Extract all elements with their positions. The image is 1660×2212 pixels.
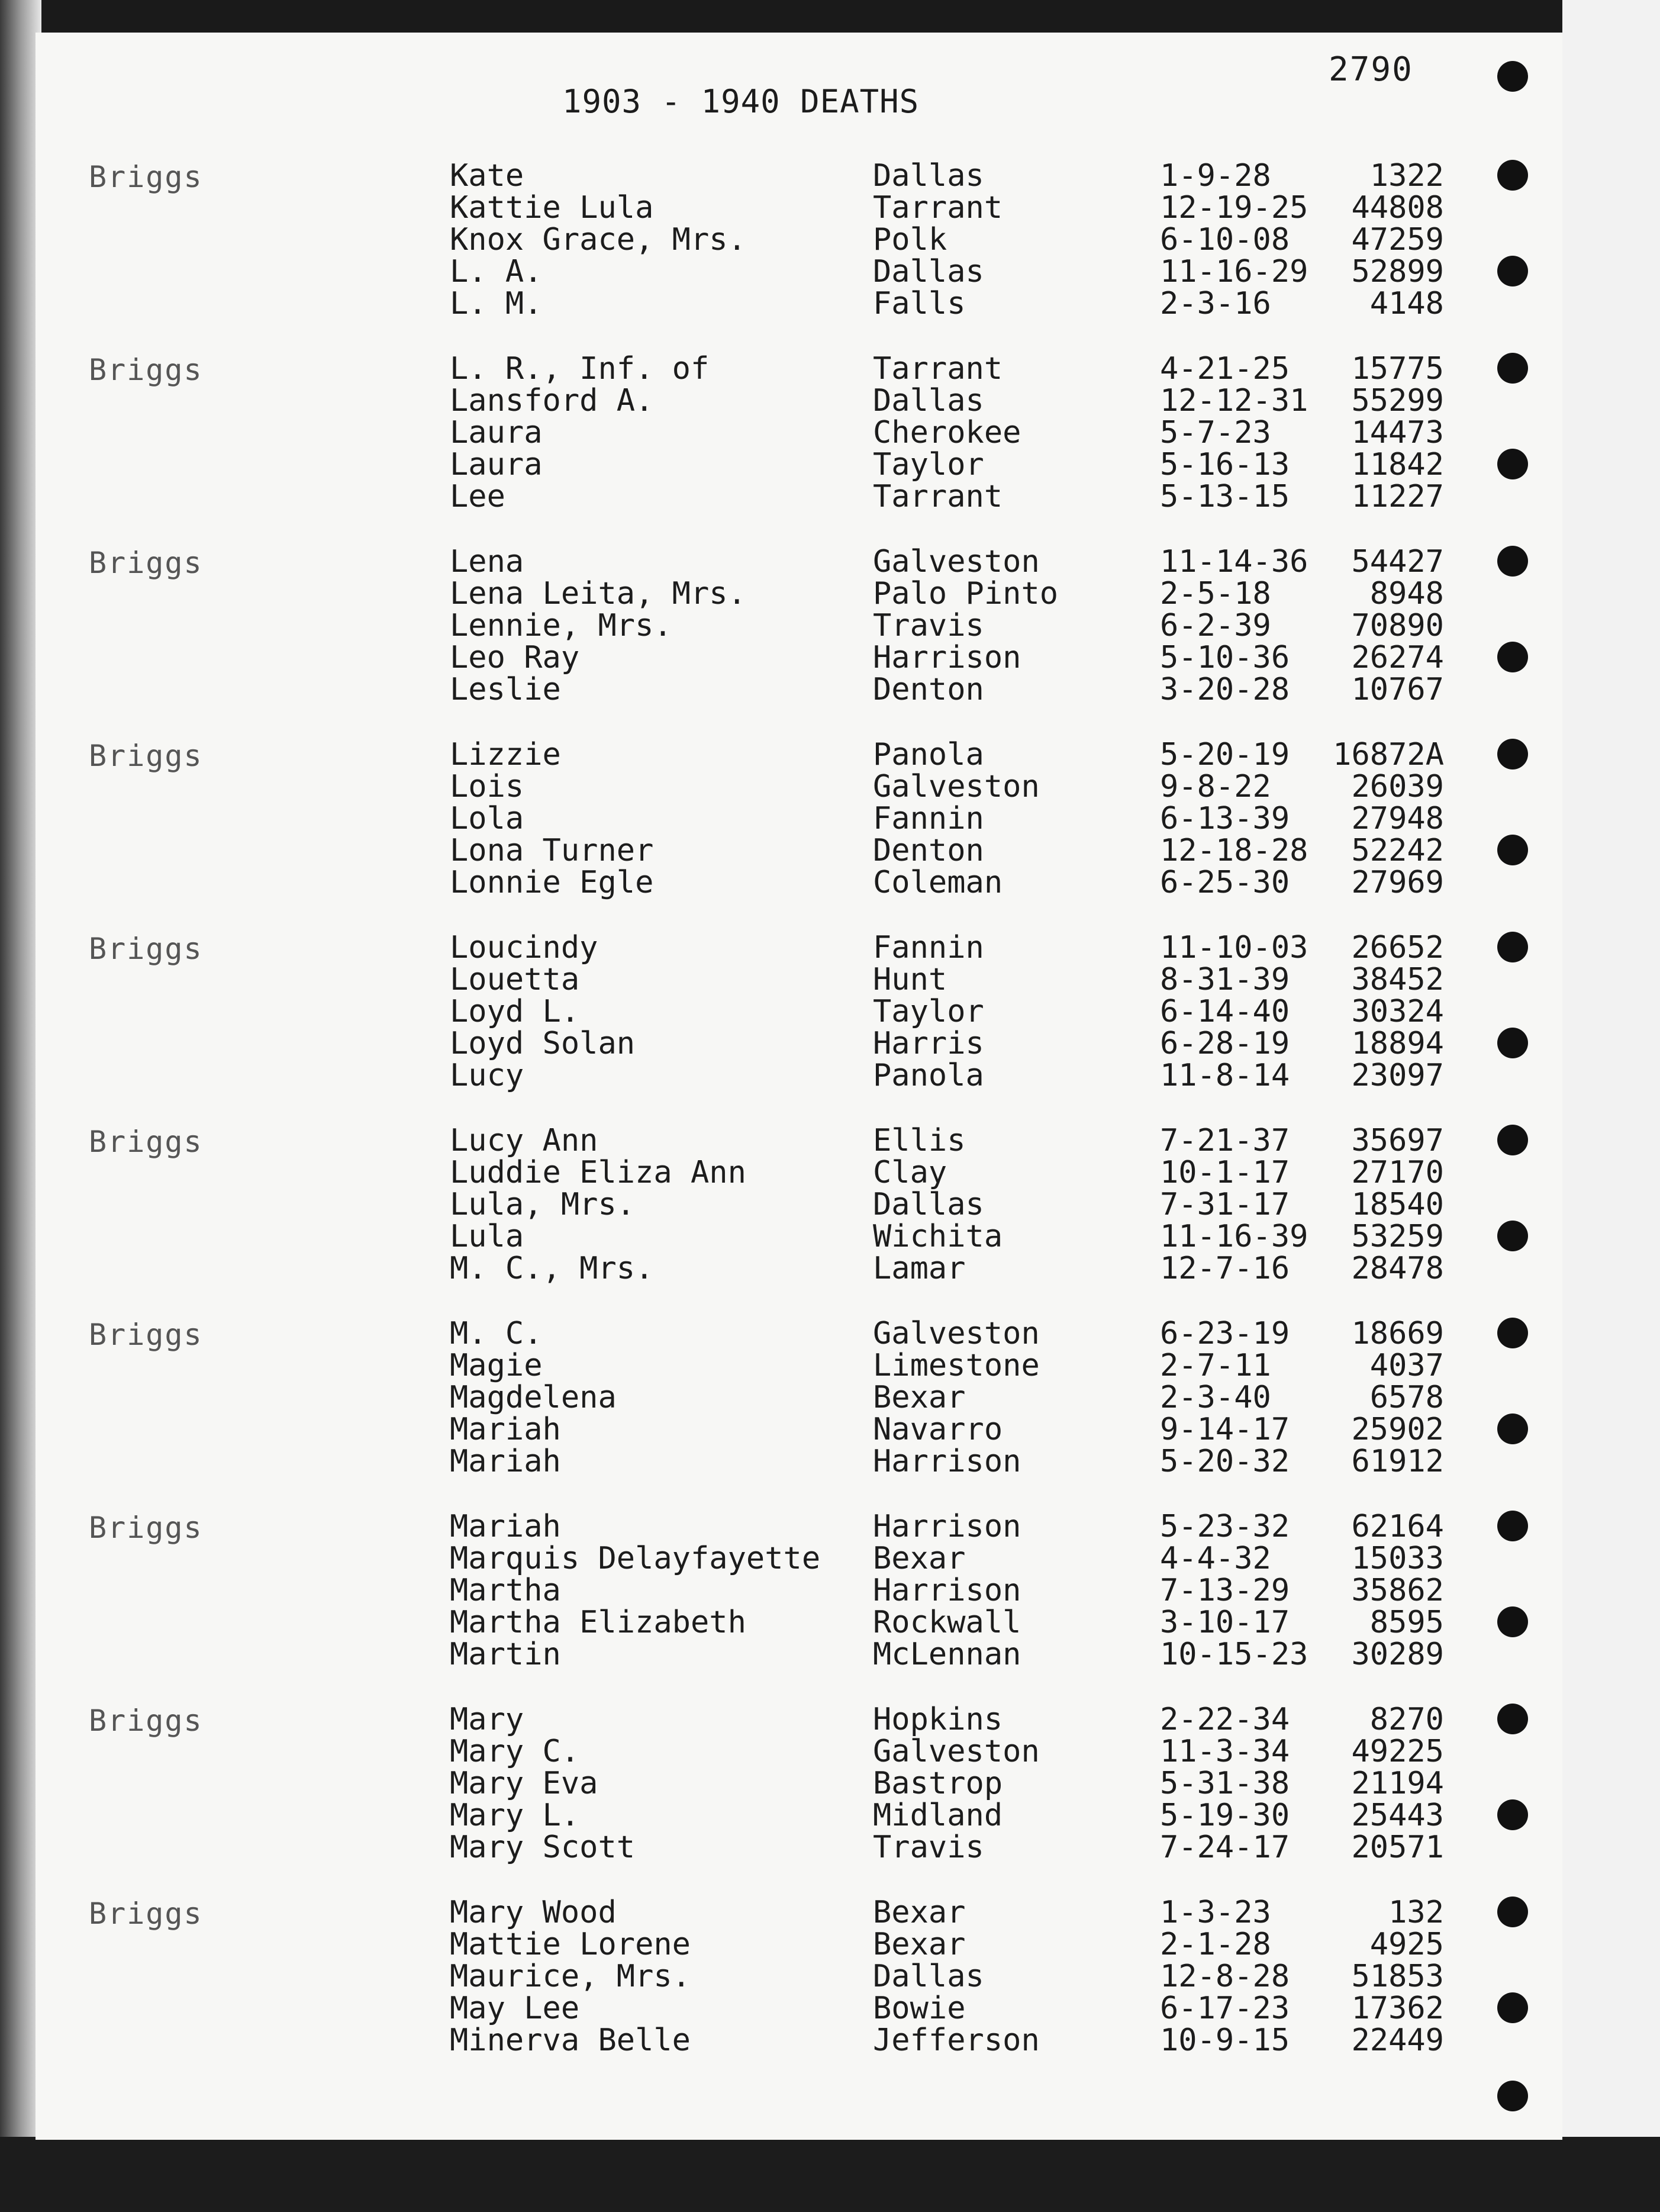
record-row [36, 1125, 1562, 1157]
given-name: Loyd Solan [450, 1026, 636, 1061]
certificate-number: 30289 [1351, 1637, 1444, 1672]
given-name: Lucy Ann [450, 1123, 598, 1158]
county: Clay [873, 1155, 947, 1190]
surname: Briggs [89, 1318, 203, 1352]
certificate-number: 4037 [1369, 1348, 1444, 1383]
punch-hole [1497, 61, 1528, 92]
given-name: Lennie, Mrs. [450, 608, 672, 643]
death-date: 6-28-19 [1160, 1026, 1290, 1061]
death-date: 5-13-15 [1160, 479, 1290, 514]
record-row [36, 385, 1562, 417]
record-row [36, 1928, 1562, 1960]
record-row [36, 1414, 1562, 1445]
given-name: Lansford A. [450, 383, 654, 418]
given-name: Martha [450, 1573, 561, 1608]
certificate-number: 8270 [1369, 1702, 1444, 1737]
punch-hole [1497, 739, 1528, 769]
certificate-number: 4148 [1369, 286, 1444, 321]
scan-edge-bottom [0, 2137, 1660, 2212]
death-date: 9-8-22 [1160, 769, 1271, 804]
certificate-number: 18894 [1351, 1026, 1444, 1061]
punch-hole [1497, 1704, 1528, 1734]
record-row [36, 417, 1562, 449]
given-name: Lola [450, 801, 524, 836]
county: Dallas [873, 254, 984, 289]
death-date: 11-16-29 [1160, 254, 1308, 289]
punch-hole [1497, 642, 1528, 672]
county: Palo Pinto [873, 576, 1059, 611]
given-name: Kattie Lula [450, 190, 654, 226]
certificate-number: 18669 [1351, 1316, 1444, 1351]
punch-hole [1497, 2081, 1528, 2111]
death-date: 5-7-23 [1160, 415, 1271, 450]
record-row [36, 1992, 1562, 2024]
punch-hole [1497, 353, 1528, 384]
county: Taylor [873, 447, 984, 482]
surname: Briggs [89, 1125, 203, 1159]
death-date: 6-25-30 [1160, 865, 1290, 900]
county: Fannin [873, 801, 984, 836]
death-date: 4-4-32 [1160, 1541, 1271, 1576]
county: Bexar [873, 1541, 966, 1576]
certificate-number: 8948 [1369, 576, 1444, 611]
death-date: 3-20-28 [1160, 672, 1290, 707]
given-name: Loyd L. [450, 994, 580, 1029]
certificate-number: 53259 [1351, 1219, 1444, 1254]
certificate-number: 26274 [1351, 640, 1444, 675]
county: Lamar [873, 1251, 966, 1286]
record-row [36, 835, 1562, 867]
certificate-number: 15775 [1351, 351, 1444, 387]
death-date: 5-31-38 [1160, 1766, 1290, 1801]
certificate-number: 49225 [1351, 1734, 1444, 1769]
given-name: Lee [450, 479, 505, 514]
record-row [36, 1575, 1562, 1606]
surname: Briggs [89, 353, 203, 387]
given-name: Mariah [450, 1509, 561, 1544]
record-row [36, 1831, 1562, 1863]
given-name: Lois [450, 769, 524, 804]
record-row [36, 867, 1562, 899]
punch-hole [1497, 449, 1528, 479]
death-date: 2-1-28 [1160, 1927, 1271, 1962]
document-page [36, 33, 1562, 2140]
surname: Briggs [89, 1897, 203, 1931]
given-name: Marquis Delayfayette [450, 1541, 821, 1576]
record-row [36, 674, 1562, 706]
death-date: 8-31-39 [1160, 962, 1290, 997]
county: Galveston [873, 769, 1040, 804]
county: Denton [873, 833, 984, 868]
death-date: 2-3-16 [1160, 286, 1271, 321]
record-row [36, 1157, 1562, 1189]
record-row [36, 546, 1562, 578]
certificate-number: 25443 [1351, 1798, 1444, 1833]
county: Harrison [873, 1444, 1021, 1479]
surname: Briggs [89, 1511, 203, 1545]
given-name: Mary L. [450, 1798, 580, 1833]
county: Galveston [873, 1734, 1040, 1769]
certificate-number: 18540 [1351, 1187, 1444, 1222]
certificate-number: 35862 [1351, 1573, 1444, 1608]
record-row [36, 642, 1562, 674]
county: Falls [873, 286, 966, 321]
certificate-number: 44808 [1351, 190, 1444, 226]
given-name: M. C. [450, 1316, 543, 1351]
record-row [36, 1543, 1562, 1575]
given-name: M. C., Mrs. [450, 1251, 654, 1286]
given-name: Lucy [450, 1058, 524, 1093]
record-row [36, 160, 1562, 192]
certificate-number: 4925 [1369, 1927, 1444, 1962]
punch-hole [1497, 1028, 1528, 1058]
record-row [36, 1221, 1562, 1252]
county: Bowie [873, 1991, 966, 2026]
county: Cherokee [873, 415, 1021, 450]
punch-hole [1497, 835, 1528, 865]
given-name: Lula [450, 1219, 524, 1254]
given-name: Mary Scott [450, 1830, 636, 1865]
given-name: Lizzie [450, 737, 561, 772]
record-row [36, 449, 1562, 481]
given-name: Mary C. [450, 1734, 580, 1769]
given-name: Minerva Belle [450, 2023, 691, 2058]
record-row [36, 1511, 1562, 1543]
death-date: 5-10-36 [1160, 640, 1290, 675]
death-date: 6-13-39 [1160, 801, 1290, 836]
record-row [36, 1028, 1562, 1060]
certificate-number: 54427 [1351, 544, 1444, 579]
death-date: 10-1-17 [1160, 1155, 1290, 1190]
given-name: Magie [450, 1348, 543, 1383]
death-date: 5-23-32 [1160, 1509, 1290, 1544]
death-date: 10-9-15 [1160, 2023, 1290, 2058]
punch-hole [1497, 1606, 1528, 1637]
record-row [36, 256, 1562, 288]
county: Wichita [873, 1219, 1003, 1254]
certificate-number: 22449 [1351, 2023, 1444, 2058]
record-row [36, 1897, 1562, 1928]
county: Tarrant [873, 479, 1003, 514]
certificate-number: 62164 [1351, 1509, 1444, 1544]
death-date: 1-3-23 [1160, 1895, 1271, 1930]
given-name: Knox Grace, Mrs. [450, 222, 746, 257]
county: Polk [873, 222, 947, 257]
punch-hole [1497, 1799, 1528, 1830]
county: Jefferson [873, 2023, 1040, 2058]
county: Harrison [873, 640, 1021, 675]
county: Galveston [873, 1316, 1040, 1351]
certificate-number: 6578 [1369, 1380, 1444, 1415]
county: Bexar [873, 1895, 966, 1930]
county: Dallas [873, 1959, 984, 1994]
certificate-number: 35697 [1351, 1123, 1444, 1158]
county: Fannin [873, 930, 984, 965]
record-row [36, 1318, 1562, 1350]
certificate-number: 16872A [1333, 737, 1444, 772]
death-date: 12-7-16 [1160, 1251, 1290, 1286]
county: Rockwall [873, 1605, 1021, 1640]
county: Dallas [873, 158, 984, 194]
record-row [36, 578, 1562, 610]
county: Harrison [873, 1573, 1021, 1608]
given-name: Leo Ray [450, 640, 580, 675]
record-row [36, 803, 1562, 835]
county: Ellis [873, 1123, 966, 1158]
given-name: L. A. [450, 254, 543, 289]
punch-hole [1497, 1511, 1528, 1541]
surname: Briggs [89, 739, 203, 773]
death-date: 6-17-23 [1160, 1991, 1290, 2026]
county: Galveston [873, 544, 1040, 579]
record-row [36, 1767, 1562, 1799]
given-name: Martin [450, 1637, 561, 1672]
page-number: 2790 [1329, 50, 1413, 89]
death-date: 9-14-17 [1160, 1412, 1290, 1447]
record-row [36, 192, 1562, 224]
death-date: 12-8-28 [1160, 1959, 1290, 1994]
given-name: Mariah [450, 1412, 561, 1447]
record-row [36, 1350, 1562, 1382]
county: Navarro [873, 1412, 1003, 1447]
county: Travis [873, 1830, 984, 1865]
given-name: Loucindy [450, 930, 598, 965]
given-name: Mary [450, 1702, 524, 1737]
given-name: Louetta [450, 962, 580, 997]
death-date: 12-18-28 [1160, 833, 1308, 868]
record-row [36, 1382, 1562, 1414]
death-date: 2-5-18 [1160, 576, 1271, 611]
death-date: 3-10-17 [1160, 1605, 1290, 1640]
punch-hole [1497, 1897, 1528, 1927]
county: Travis [873, 608, 984, 643]
death-date: 1-9-28 [1160, 158, 1271, 194]
certificate-number: 25902 [1351, 1412, 1444, 1447]
record-row [36, 353, 1562, 385]
certificate-number: 28478 [1351, 1251, 1444, 1286]
certificate-number: 132 [1388, 1895, 1444, 1930]
death-date: 11-10-03 [1160, 930, 1308, 965]
death-date: 12-12-31 [1160, 383, 1308, 418]
certificate-number: 27969 [1351, 865, 1444, 900]
death-date: 5-19-30 [1160, 1798, 1290, 1833]
punch-hole [1497, 932, 1528, 962]
death-date: 7-21-37 [1160, 1123, 1290, 1158]
county: Dallas [873, 1187, 984, 1222]
record-row [36, 2024, 1562, 2056]
certificate-number: 23097 [1351, 1058, 1444, 1093]
record-row [36, 1704, 1562, 1736]
punch-hole [1497, 256, 1528, 286]
death-date: 7-31-17 [1160, 1187, 1290, 1222]
county: Tarrant [873, 351, 1003, 387]
certificate-number: 1322 [1369, 158, 1444, 194]
county: Hunt [873, 962, 947, 997]
record-row [36, 964, 1562, 996]
scan-edge-top [0, 0, 1660, 36]
county: Midland [873, 1798, 1003, 1833]
death-date: 12-19-25 [1160, 190, 1308, 226]
death-date: 6-23-19 [1160, 1316, 1290, 1351]
death-date: 11-3-34 [1160, 1734, 1290, 1769]
punch-hole [1497, 546, 1528, 577]
given-name: Luddie Eliza Ann [450, 1155, 746, 1190]
surname: Briggs [89, 160, 203, 194]
certificate-number: 14473 [1351, 415, 1444, 450]
given-name: Mary Eva [450, 1766, 598, 1801]
record-row [36, 996, 1562, 1028]
record-row [36, 932, 1562, 964]
punch-hole [1497, 1125, 1528, 1155]
county: Bexar [873, 1380, 966, 1415]
record-row [36, 1189, 1562, 1221]
record-row [36, 1638, 1562, 1670]
death-date: 11-8-14 [1160, 1058, 1290, 1093]
certificate-number: 27170 [1351, 1155, 1444, 1190]
county: Panola [873, 1058, 984, 1093]
record-row [36, 481, 1562, 513]
record-row [36, 1252, 1562, 1284]
death-date: 5-20-32 [1160, 1444, 1290, 1479]
death-date: 7-13-29 [1160, 1573, 1290, 1608]
scan-edge-right [1562, 0, 1660, 2212]
record-row [36, 1736, 1562, 1767]
certificate-number: 21194 [1351, 1766, 1444, 1801]
county: McLennan [873, 1637, 1021, 1672]
certificate-number: 26652 [1351, 930, 1444, 965]
death-date: 4-21-25 [1160, 351, 1290, 387]
given-name: Lena Leita, Mrs. [450, 576, 746, 611]
punch-hole [1497, 1992, 1528, 2023]
certificate-number: 51853 [1351, 1959, 1444, 1994]
certificate-number: 26039 [1351, 769, 1444, 804]
certificate-number: 8595 [1369, 1605, 1444, 1640]
record-row [36, 1960, 1562, 1992]
county: Bastrop [873, 1766, 1003, 1801]
county: Coleman [873, 865, 1003, 900]
record-row [36, 610, 1562, 642]
given-name: Lonnie Egle [450, 865, 654, 900]
death-date: 6-14-40 [1160, 994, 1290, 1029]
death-date: 7-24-17 [1160, 1830, 1290, 1865]
death-date: 2-3-40 [1160, 1380, 1271, 1415]
certificate-number: 10767 [1351, 672, 1444, 707]
county: Harris [873, 1026, 984, 1061]
county: Panola [873, 737, 984, 772]
given-name: Laura [450, 447, 543, 482]
death-date: 10-15-23 [1160, 1637, 1308, 1672]
punch-hole [1497, 160, 1528, 191]
record-row [36, 1445, 1562, 1477]
certificate-number: 15033 [1351, 1541, 1444, 1576]
given-name: Lula, Mrs. [450, 1187, 636, 1222]
death-date: 11-16-39 [1160, 1219, 1308, 1254]
record-row [36, 288, 1562, 320]
death-date: 2-22-34 [1160, 1702, 1290, 1737]
death-date: 2-7-11 [1160, 1348, 1271, 1383]
certificate-number: 17362 [1351, 1991, 1444, 2026]
record-row [36, 1060, 1562, 1091]
county: Taylor [873, 994, 984, 1029]
surname: Briggs [89, 932, 203, 966]
certificate-number: 27948 [1351, 801, 1444, 836]
page-title: 1903 - 1940 DEATHS [562, 83, 920, 120]
given-name: Maurice, Mrs. [450, 1959, 691, 1994]
given-name: May Lee [450, 1991, 580, 2026]
given-name: Mattie Lorene [450, 1927, 691, 1962]
certificate-number: 52899 [1351, 254, 1444, 289]
county: Bexar [873, 1927, 966, 1962]
given-name: Laura [450, 415, 543, 450]
given-name: Leslie [450, 672, 561, 707]
record-row [36, 224, 1562, 256]
county: Dallas [873, 383, 984, 418]
certificate-number: 70890 [1351, 608, 1444, 643]
certificate-number: 30324 [1351, 994, 1444, 1029]
certificate-number: 47259 [1351, 222, 1444, 257]
given-name: L. M. [450, 286, 543, 321]
punch-hole [1497, 1414, 1528, 1444]
certificate-number: 61912 [1351, 1444, 1444, 1479]
punch-hole [1497, 1318, 1528, 1348]
county: Denton [873, 672, 984, 707]
death-date: 6-10-08 [1160, 222, 1290, 257]
county: Harrison [873, 1509, 1021, 1544]
record-row [36, 1606, 1562, 1638]
certificate-number: 52242 [1351, 833, 1444, 868]
record-row [36, 739, 1562, 771]
given-name: Kate [450, 158, 524, 194]
certificate-number: 55299 [1351, 383, 1444, 418]
given-name: Martha Elizabeth [450, 1605, 746, 1640]
given-name: Lona Turner [450, 833, 654, 868]
death-date: 11-14-36 [1160, 544, 1308, 579]
certificate-number: 20571 [1351, 1830, 1444, 1865]
county: Limestone [873, 1348, 1040, 1383]
given-name: Mariah [450, 1444, 561, 1479]
death-date: 5-16-13 [1160, 447, 1290, 482]
county: Hopkins [873, 1702, 1003, 1737]
record-row [36, 1799, 1562, 1831]
given-name: Lena [450, 544, 524, 579]
record-row [36, 771, 1562, 803]
punch-hole [1497, 1221, 1528, 1251]
certificate-number: 11842 [1351, 447, 1444, 482]
given-name: Mary Wood [450, 1895, 617, 1930]
county: Tarrant [873, 190, 1003, 226]
certificate-number: 38452 [1351, 962, 1444, 997]
surname: Briggs [89, 1704, 203, 1738]
death-date: 5-20-19 [1160, 737, 1290, 772]
death-date: 6-2-39 [1160, 608, 1271, 643]
given-name: L. R., Inf. of [450, 351, 710, 387]
certificate-number: 11227 [1351, 479, 1444, 514]
given-name: Magdelena [450, 1380, 617, 1415]
surname: Briggs [89, 546, 203, 580]
